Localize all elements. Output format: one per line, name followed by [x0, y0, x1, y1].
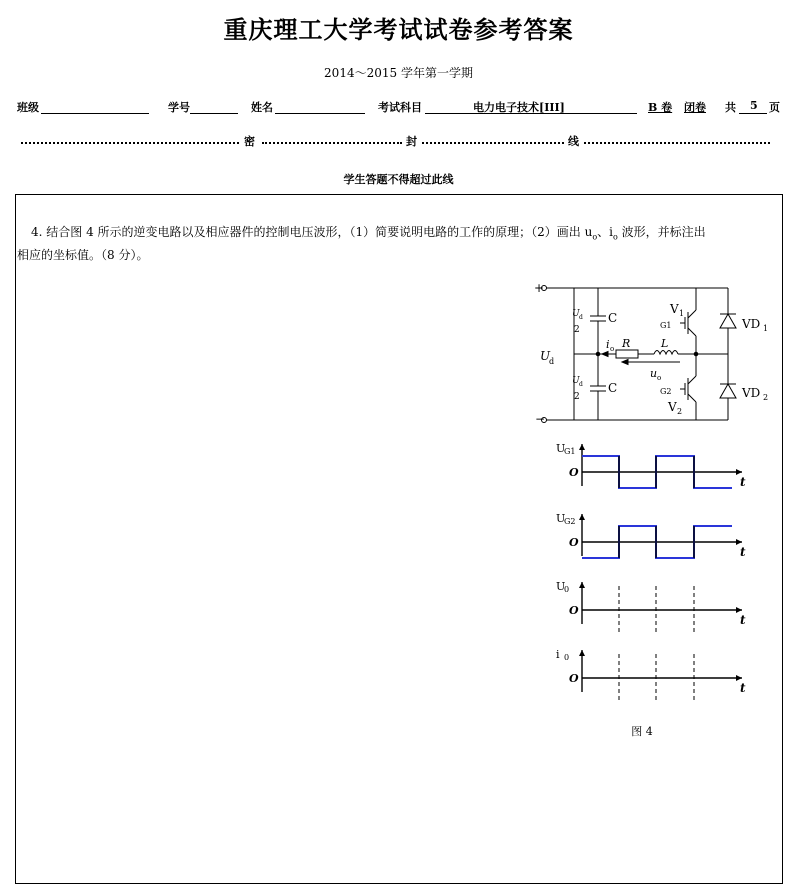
seal-dots-3: [422, 142, 564, 144]
seal-line: [17, 133, 777, 149]
vd2-label: VD: [742, 386, 761, 400]
ud-label: U: [540, 349, 551, 363]
v1-label: V: [670, 302, 679, 316]
waveform-3-label-sub: 0: [564, 585, 570, 594]
waveform-3-origin: O: [569, 604, 579, 617]
half-voltage-top-den: 2: [574, 325, 580, 335]
figure-4: [530, 280, 790, 700]
question-line-1: 4. 结合图 4 所示的逆变电路以及相应器件的控制电压波形，（1）简要说明电路的工作的原理；（2）画出 $u_o$、$i_o$ 波形，并标注出: [31, 225, 706, 242]
waveform-1-t-label: t: [740, 475, 746, 489]
name-label: 姓名: [251, 101, 273, 114]
cap-label-bottom: C: [608, 381, 618, 395]
figure-caption: 图 4: [631, 725, 653, 738]
total-pages-blank: [739, 113, 767, 114]
waveform-3-label: U: [556, 580, 566, 593]
question-4: [17, 223, 785, 264]
paper-type: B 卷: [648, 101, 673, 114]
half-voltage-bottom-sub: d: [579, 381, 583, 388]
subject-label: 考试科目: [378, 101, 422, 114]
plus-label: +: [534, 281, 545, 295]
total-pages: 5: [750, 99, 758, 112]
waveform-4-origin: O: [569, 672, 579, 685]
question-line-2: 相应的坐标值。（8 分）。: [17, 248, 149, 263]
seal-xian: 线: [568, 135, 579, 148]
answer-boundary-notice: 学生答题不得超过此线: [343, 173, 454, 186]
io-label: i: [606, 338, 610, 351]
exam-info-line: [17, 99, 787, 117]
waveform-1-label-sub: G1: [564, 447, 576, 456]
seal-dots-2: [262, 142, 402, 144]
waveform-4-y-arrow: [579, 650, 585, 656]
seal-feng: 封: [406, 135, 417, 148]
waveform-3-t-label: t: [740, 613, 746, 627]
seal-dots-1: [21, 142, 239, 144]
waveform-2-t-label: t: [740, 545, 746, 559]
subject-value: 电力电子技术[III]: [473, 101, 565, 114]
v2-sub: 2: [677, 407, 683, 416]
minus-label: −: [535, 412, 546, 426]
half-voltage-bottom-den: 2: [574, 392, 580, 402]
student-id-blank[interactable]: [190, 113, 238, 114]
student-id-label: 学号: [168, 101, 190, 114]
uo-label: u: [650, 367, 658, 380]
waveform-2-y-arrow: [579, 514, 585, 520]
waveform-panels: [556, 442, 746, 700]
g2-label: G2: [660, 387, 672, 396]
exam-type: 闭卷: [684, 101, 706, 114]
inverter-circuit: [542, 286, 737, 423]
waveform-3-y-arrow: [579, 582, 585, 588]
l-label: L: [661, 337, 669, 350]
half-voltage-top-num: U: [572, 309, 580, 319]
waveform-2-label-sub: G2: [564, 517, 576, 526]
figure-4-svg: [530, 280, 790, 700]
exam-title: 重庆理工大学考试试卷参考答案: [223, 15, 574, 44]
waveform-4-t-label: t: [740, 681, 746, 695]
waveform-4-label-sub: 0: [564, 653, 570, 662]
half-voltage-top-sub: d: [579, 314, 583, 321]
vd1-label: VD: [742, 317, 761, 331]
name-blank[interactable]: [275, 113, 365, 114]
waveform-1-label: U: [556, 442, 566, 455]
total-prefix: 共: [725, 101, 736, 114]
class-blank[interactable]: [41, 113, 149, 114]
waveform-2-origin: O: [569, 536, 579, 549]
seal-dots-4: [584, 142, 770, 144]
vd2-sub: 2: [763, 393, 769, 402]
cap-label-top: C: [608, 311, 618, 325]
g1-label: G1: [660, 321, 672, 330]
waveform-2-label: U: [556, 512, 566, 525]
ud-sub: d: [549, 357, 555, 366]
io-sub: o: [610, 345, 615, 353]
waveform-1-origin: O: [569, 466, 579, 479]
v1-sub: 1: [679, 309, 685, 318]
waveform-4-label: i: [556, 648, 560, 661]
r-label: R: [622, 337, 631, 350]
seal-mi: 密: [244, 135, 255, 148]
v2-label: V: [668, 400, 677, 414]
class-label: 班级: [17, 101, 39, 114]
uo-sub: o: [657, 374, 662, 382]
academic-year: 2014～2015 学年第一学期: [324, 66, 473, 80]
waveform-1-y-arrow: [579, 444, 585, 450]
total-suffix: 页: [769, 101, 780, 114]
half-voltage-bottom-num: U: [572, 376, 580, 386]
vd1-sub: 1: [763, 324, 769, 333]
